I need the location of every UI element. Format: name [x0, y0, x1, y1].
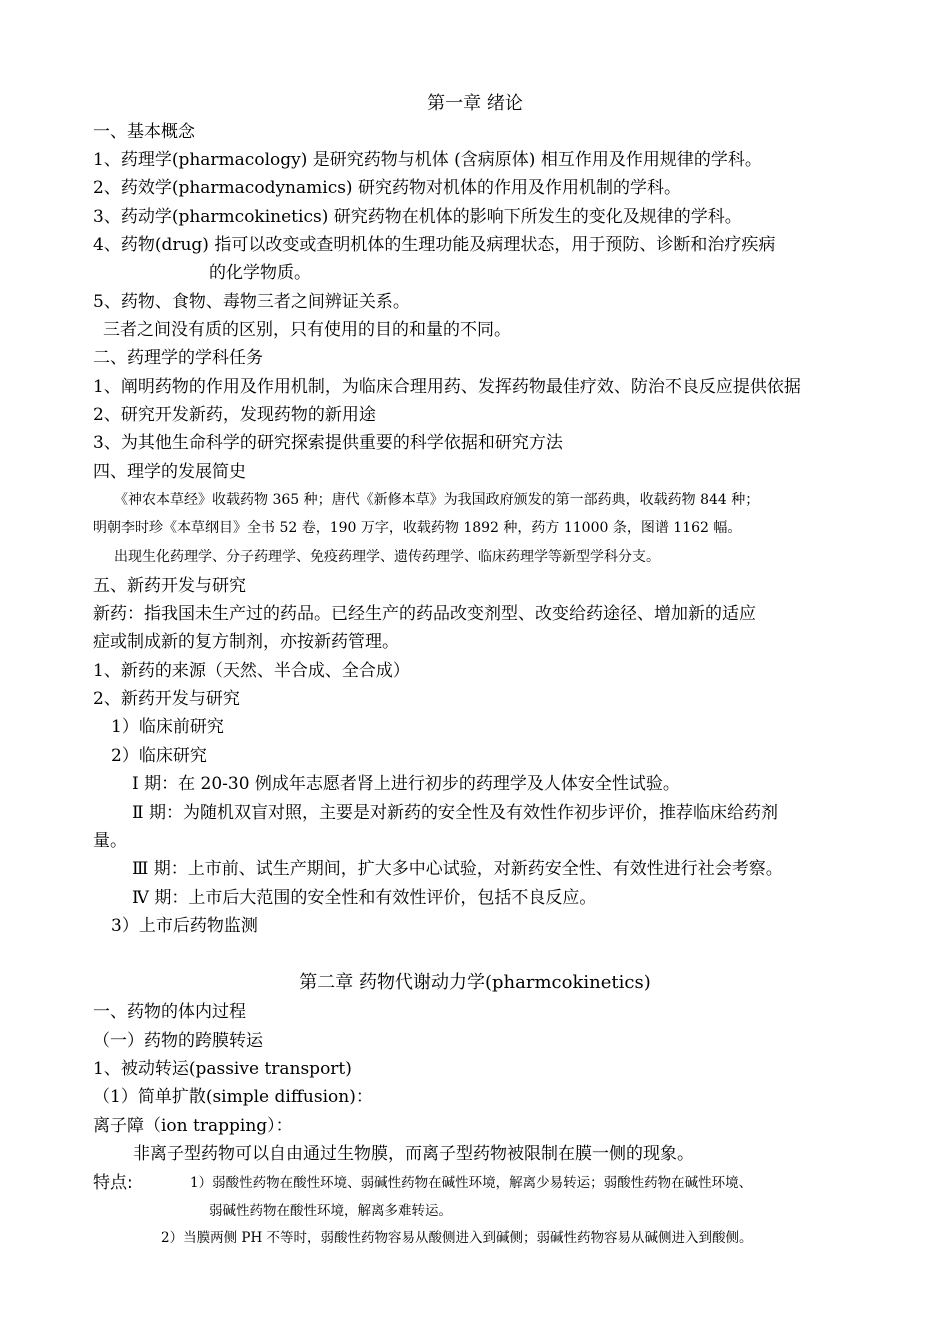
chapter2-title-cn: 第二章 药物代谢动力学 — [299, 972, 486, 993]
phase-2-continued: 量。 — [93, 831, 127, 851]
term-drug: 药物 — [120, 235, 155, 255]
task-item-1: 1、阐明药物的作用及作用机制，为临床合理用药、发挥药物最佳疗效、防治不良反应提供依据 — [93, 377, 801, 397]
feature-1-continued: 弱碱性药物在酸性环境，解离多难转运。 — [209, 1203, 452, 1219]
clinical-research: 2）临床研究 — [111, 746, 207, 766]
relationship-heading: 5、药物、食物、毒物三者之间辨证关系。 — [93, 292, 410, 312]
phase-2: Ⅱ 期：为随机双盲对照，主要是对新药的安全性及有效性作初步评价，推荐临床给药剂 — [132, 803, 778, 823]
definition-pharmacology: 1、药理学(pharmacology) 是研究药物与机体 (含病原体) 相互作用及作用规律的学科。 — [93, 150, 762, 170]
history-line-3: 出现生化药理学、分子药理学、免疫药理学、遗传药理学、临床药理学等新型学科分支。 — [114, 549, 660, 565]
phase-4: Ⅳ 期：上市后大范围的安全性和有效性评价，包括不良反应。 — [132, 888, 597, 908]
task-item-2: 2、研究开发新药，发现药物的新用途 — [93, 405, 376, 425]
new-drug-development: 2、新药开发与研究 — [93, 689, 240, 709]
source-prefix: 1、新药的来源（ — [93, 661, 223, 681]
definition-text: (pharmacodynamics) 研究药物对机体的作用及作用机制的学科。 — [171, 178, 681, 198]
new-drug-text: ：指我国未生产过的药品。已经生产的药品改变剂型、改变给药途径、增加新的适应 — [127, 604, 756, 624]
term-pharmacology: 药理学 — [120, 150, 172, 170]
preclinical-research: 1）临床前研究 — [111, 717, 224, 737]
chapter2-title — [0, 971, 950, 995]
subsection-transmembrane: （一）药物的跨膜转运 — [93, 1031, 263, 1051]
relationship-note: 三者之间没有质的区别，只有使用的目的和量的不同。 — [103, 320, 511, 340]
term-ion-trapping: 离子障 — [93, 1116, 144, 1136]
source-suffix: ） — [392, 661, 410, 681]
passive-transport: 1、被动转运(passive transport) — [93, 1059, 352, 1079]
section-new-drug: 五、新药开发与研究 — [93, 576, 246, 596]
section-history: 四、理学的发展简史 — [93, 462, 246, 482]
definition-pharmacokinetics: 3、药动学(pharmcokinetics) 研究药物在机体的影响下所发生的变化及规律的学科。 — [93, 207, 742, 227]
definition-text: (drug) 指可以改变或查明机体的生理功能及病理状态，用于预防、诊断和治疗疾病 — [154, 235, 776, 255]
ion-trapping-en: （ion trapping）： — [144, 1116, 293, 1136]
new-drug-definition-continued: 症或制成新的复方制剂，亦按新药管理。 — [93, 632, 399, 652]
ion-trapping-definition: 非离子型药物可以自由通过生物膜，而离子型药物被限制在膜一侧的现象。 — [133, 1144, 694, 1164]
source-types: 天然、半合成、全合成 — [222, 661, 393, 681]
section-basic-concepts: 一、基本概念 — [93, 122, 195, 142]
feature-1: 1）弱酸性药物在酸性环境、弱碱性药物在碱性环境，解离少易转运；弱酸性药物在碱性环境、 — [190, 1175, 753, 1191]
history-line-1: 《神农本草经》收载药物 365 种；唐代《新修本草》为我国政府颁发的第一部药典，收载药物 844 种； — [114, 492, 760, 508]
definition-pharmacodynamics: 2、药效学(pharmacodynamics) 研究药物对机体的作用及作用机制的学科。 — [93, 178, 681, 198]
definition-text: (pharmacology) 是研究药物与机体 (含病原体) 相互作用及作用规律的学科。 — [171, 150, 762, 170]
phase-1: Ⅰ 期：在 20-30 例成年志愿者肾上进行初步的药理学及人体安全性试验。 — [132, 774, 680, 794]
simple-diffusion: （1）简单扩散(simple diffusion)： — [93, 1087, 373, 1107]
chapter1-title: 第一章 绪论 — [427, 93, 523, 114]
term-new-drug: 新药 — [93, 604, 127, 624]
relationship-text: 药物、食物、毒物三者之间辨证关系。 — [120, 292, 410, 312]
section-tasks: 二、药理学的学科任务 — [93, 348, 263, 368]
section-drug-in-body: 一、药物的体内过程 — [93, 1002, 246, 1022]
features-label: 特点: — [93, 1173, 133, 1193]
term-pharmacokinetics: 药动学 — [120, 207, 172, 227]
definition-drug-continued: 的化学物质。 — [209, 263, 311, 283]
ion-trapping-heading — [93, 1115, 293, 1137]
chapter2-title-en: (pharmcokinetics) — [485, 972, 651, 993]
definition-text: (pharmcokinetics) 研究药物在机体的影响下所发生的变化及规律的学科。 — [171, 207, 742, 227]
history-line-2: 明朝李时珍《本草纲目》全书 52 卷，190 万字，收载药物 1892 种，药方 11000 条，图谱 1162 幅。 — [93, 520, 742, 536]
definition-drug: 4、药物(drug) 指可以改变或查明机体的生理功能及病理状态，用于预防、诊断和治疗疾病 — [93, 235, 776, 255]
new-drug-source — [93, 660, 410, 682]
term-pharmacodynamics: 药效学 — [120, 178, 172, 198]
task-item-3: 3、为其他生命科学的研究探索提供重要的科学依据和研究方法 — [93, 433, 563, 453]
post-market-monitoring: 3）上市后药物监测 — [111, 916, 258, 936]
feature-2: 2）当膜两侧 PH 不等时，弱酸性药物容易从酸侧进入到碱侧；弱碱性药物容易从碱侧进入到酸侧。 — [161, 1230, 753, 1246]
phase-3: Ⅲ 期：上市前、试生产期间，扩大多中心试验，对新药安全性、有效性进行社会考察。 — [132, 859, 783, 879]
new-drug-definition — [93, 603, 756, 625]
